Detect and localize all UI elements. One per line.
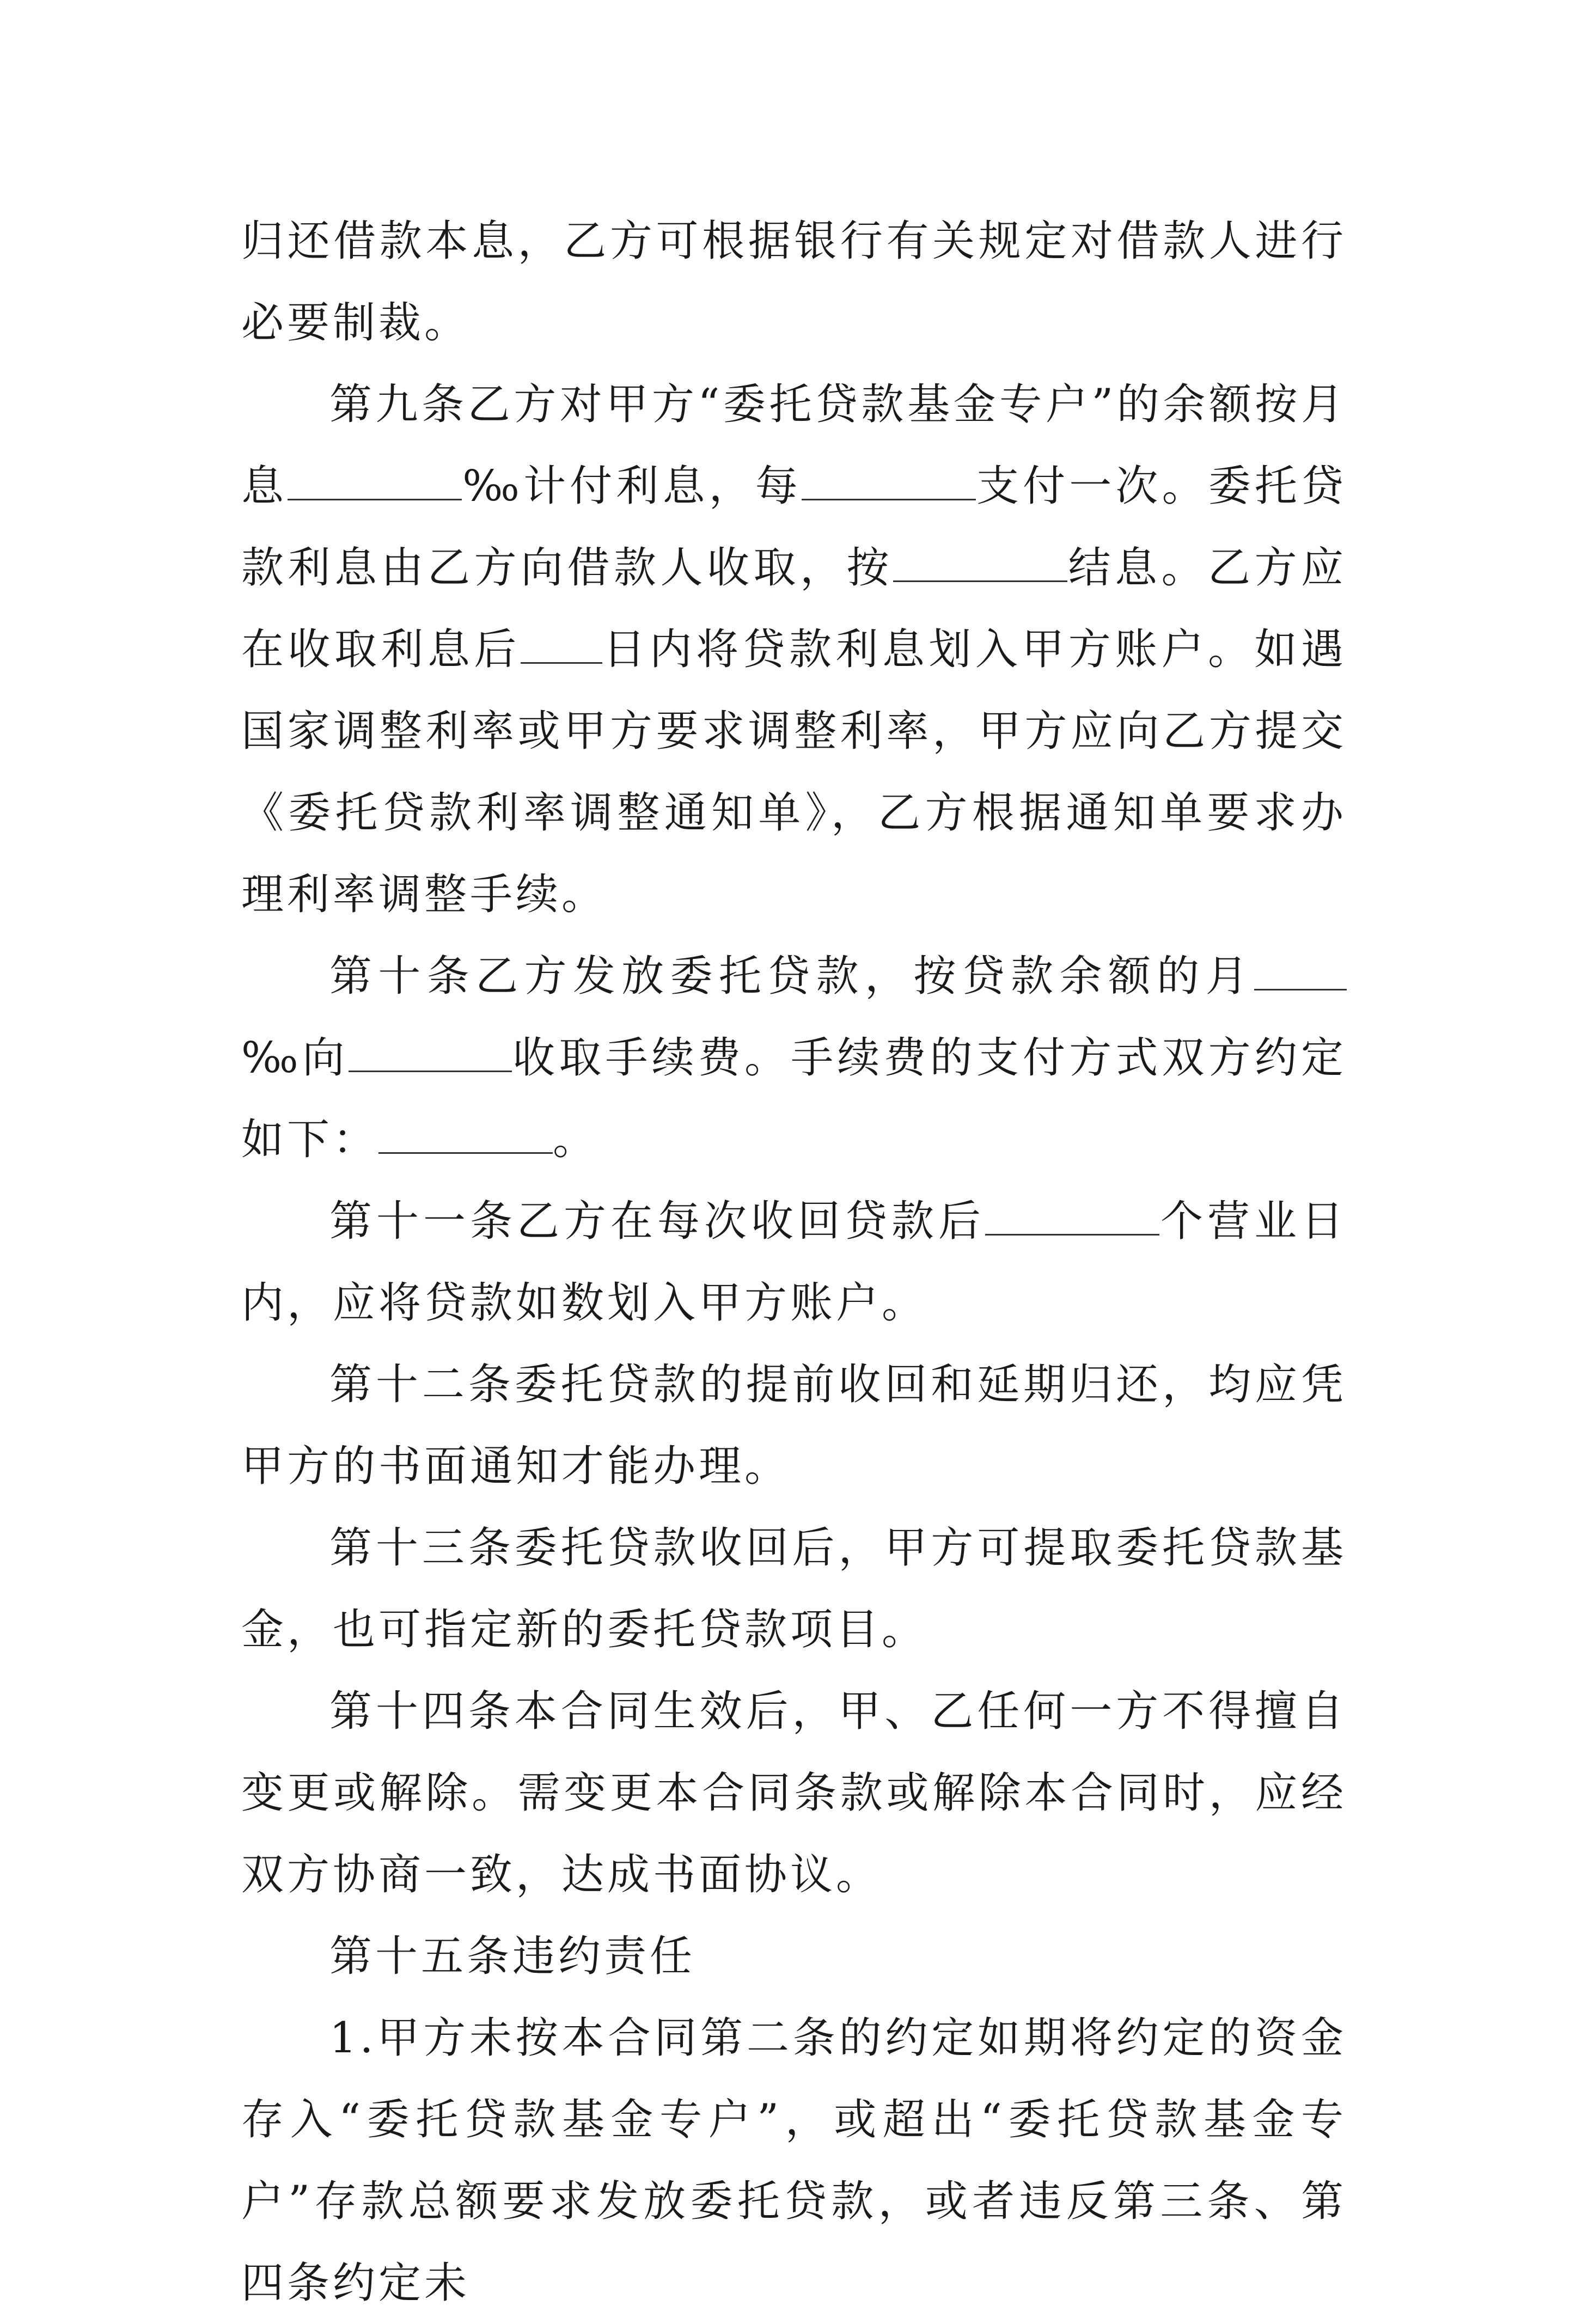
blank-business-days bbox=[985, 1196, 1159, 1236]
paragraph-text: 第十二条委托贷款的提前收回和延期归还，均应凭甲方的书面通知才能办理。 bbox=[241, 1360, 1347, 1491]
article-10-text-1: 第十条乙方发放委托贷款，按贷款余额的月 bbox=[329, 952, 1254, 1001]
blank-fee-payer bbox=[349, 1032, 512, 1072]
paragraph-text: 第十三条委托贷款收回后，甲方可提取委托贷款基金，也可指定新的委托贷款项目。 bbox=[241, 1524, 1347, 1654]
paragraph-text: 1.甲方未按本合同第二条的约定如期将约定的资金存入“委托贷款基金专户”，或超出“委托贷款基金专户”存款总额要求发放委托贷款，或者违反第三条、第四条约定未 bbox=[241, 2014, 1347, 2308]
article-10-text-2: ‰向 bbox=[241, 1033, 349, 1083]
paragraph-article-11 bbox=[241, 1181, 1347, 1344]
article-10-text-3: 收取手续费。手续费的支付方式双方约定如下： bbox=[241, 1033, 1347, 1164]
paragraph-text: 第十四条本合同生效后，甲、乙任何一方不得擅自变更或解除。需变更本合同条款或解除本合同时，应经双方协商一致，达成书面协议。 bbox=[241, 1687, 1347, 1899]
blank-payment-period bbox=[802, 461, 976, 500]
article-9-text-2: ‰计付利息，每 bbox=[462, 462, 802, 511]
document-body bbox=[241, 200, 1347, 2324]
paragraph-article-14 bbox=[241, 1671, 1347, 1916]
blank-settlement-period bbox=[893, 542, 1067, 582]
blank-monthly-interest-rate bbox=[288, 461, 462, 500]
paragraph-article-12 bbox=[241, 1344, 1347, 1507]
paragraph-article-10 bbox=[241, 935, 1347, 1181]
article-11-text-2: 个营业日内，应将贷款如数划入甲方账户。 bbox=[241, 1197, 1347, 1328]
paragraph-text: 归还借款本息，乙方可根据银行有关规定对借款人进行必要制裁。 bbox=[241, 217, 1347, 347]
article-10-text-4: 。 bbox=[553, 1115, 599, 1164]
blank-fee-payment-method bbox=[378, 1114, 553, 1154]
paragraph-article-15-heading bbox=[241, 1916, 1347, 1997]
paragraph-breach-item-1 bbox=[241, 1997, 1347, 2324]
blank-fee-rate bbox=[1254, 951, 1347, 990]
article-9-text-3: 支付一次。委托贷款利息由乙方向借款人收取，按 bbox=[241, 462, 1347, 592]
article-9-text-1: 第九条乙方对甲方“委托贷款基金专户”的余额按月息 bbox=[241, 380, 1347, 511]
article-11-text-1: 第十一条乙方在每次收回贷款后 bbox=[329, 1197, 985, 1246]
paragraph-text: 第十五条违约责任 bbox=[329, 1932, 696, 1981]
blank-transfer-days bbox=[521, 624, 602, 664]
paragraph-article-13 bbox=[241, 1507, 1347, 1671]
article-9-text-5: 日内将贷款利息划入甲方账户。如遇国家调整利率或甲方要求调整利率，甲方应向乙方提交《委托贷款利率调整通知单》，乙方根据通知单要求办理利率调整手续。 bbox=[241, 625, 1347, 919]
article-9-text-4: 结息。乙方应在收取利息后 bbox=[241, 543, 1347, 674]
paragraph-repayment-sanction bbox=[241, 200, 1347, 364]
paragraph-article-9 bbox=[241, 364, 1347, 935]
